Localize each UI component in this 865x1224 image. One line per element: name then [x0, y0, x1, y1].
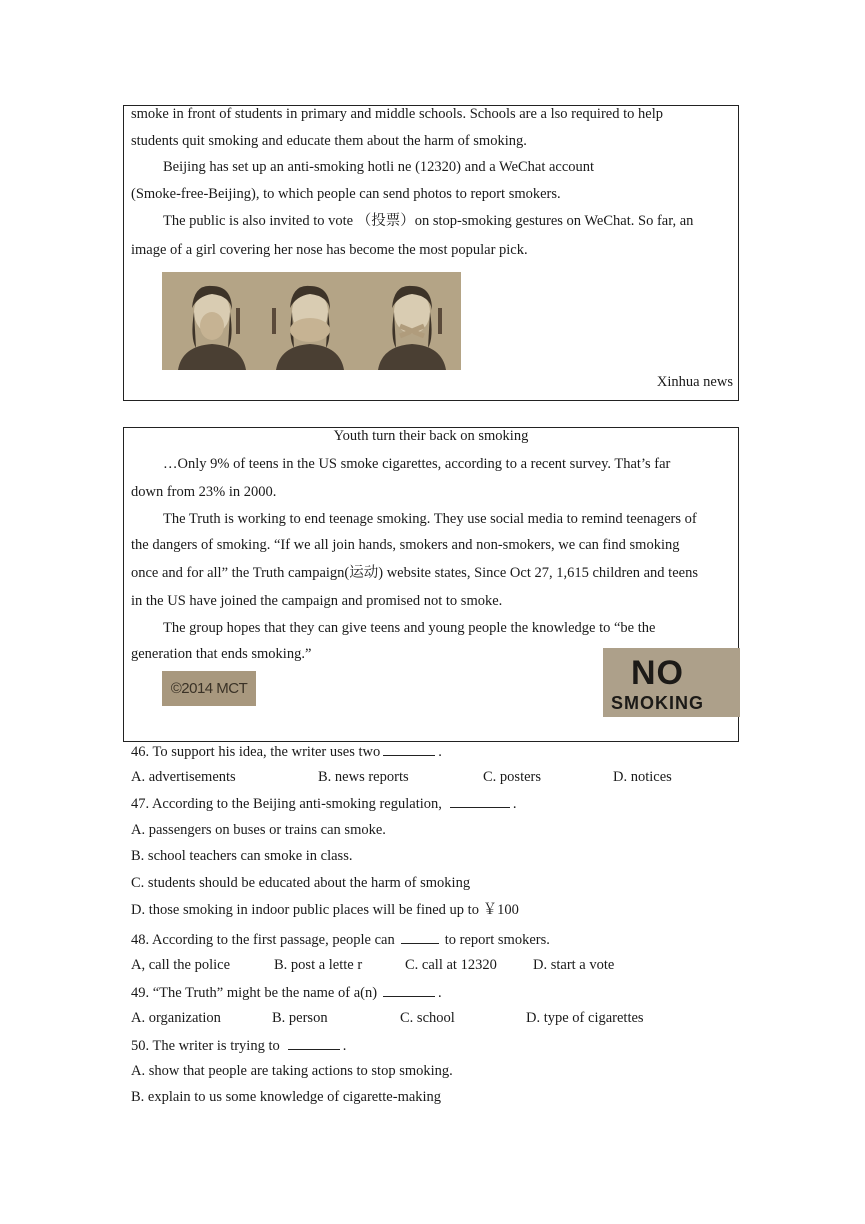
option: D. type of cigarettes: [526, 1010, 644, 1026]
question-50: [131, 1036, 346, 1055]
no-smoking-sign-no: NO: [631, 654, 684, 692]
option: A. show that people are taking actions to stop smoking.: [131, 1063, 453, 1079]
no-smoking-sign: [603, 648, 740, 717]
answer-blank: [383, 742, 435, 756]
answer-blank: [401, 930, 439, 944]
passage-2-title: Youth turn their back on smoking: [333, 428, 529, 444]
option: C. students should be educated about the harm of smoking: [131, 875, 471, 891]
option: C. call at 12320: [405, 957, 497, 973]
copyright-image: ©2014 MCT: [162, 671, 256, 706]
question-stem: 50. The writer is trying to: [131, 1038, 280, 1054]
question-49: [131, 983, 442, 1002]
question-stem: 47. According to the Beijing anti-smoking regulation,: [131, 796, 442, 812]
question-end: .: [438, 985, 442, 1001]
passage-2-line: in the US have joined the campaign and promised not to smoke.: [131, 593, 503, 609]
passage-2-line: The Truth is working to end teenage smoking. They use social media to remind teenagers of: [163, 511, 697, 527]
option: A. passengers on buses or trains can smoke.: [131, 822, 386, 838]
passage-1-line: image of a girl covering her nose has become the most popular pick.: [131, 242, 528, 258]
passage-1-line: smoke in front of students in primary and middle schools. Schools are a lso required to help: [131, 106, 663, 122]
option: A. advertisements: [131, 769, 236, 785]
option: C. posters: [483, 769, 541, 785]
passage-2-line: The group hopes that they can give teens and young people the knowledge to “be the: [163, 620, 656, 636]
passage-2-line: generation that ends smoking.”: [131, 646, 312, 662]
passage-2-line: …Only 9% of teens in the US smoke cigarettes, according to a recent survey. That’s far: [163, 456, 671, 472]
question-end: .: [342, 1038, 347, 1054]
question-48: [131, 930, 550, 949]
option: B. explain to us some knowledge of cigarette-making: [131, 1089, 442, 1105]
passage-1-line: Beijing has set up an anti-smoking hotli ne (12320) and a WeChat account: [163, 159, 595, 175]
option: A. organization: [131, 1010, 221, 1026]
passage-1-line: students quit smoking and educate them about the harm of smoking.: [131, 133, 527, 149]
option: D. notices: [613, 769, 672, 785]
passage-1-line: (Smoke-free-Beijing), to which people can send photos to report smokers.: [131, 186, 561, 202]
no-smoking-sign-smoking: SMOKING: [611, 693, 705, 713]
option: C. school: [400, 1010, 455, 1026]
option: B. school teachers can smoke in class.: [131, 848, 353, 864]
passage-2-line: the dangers of smoking. “If we all join hands, smokers and non-smokers, we can find smoking: [131, 537, 680, 553]
option: D. start a vote: [533, 957, 615, 973]
question-stem: 49. “The Truth” might be the name of a(n): [131, 985, 378, 1001]
answer-blank: [450, 794, 510, 808]
answer-blank: [383, 983, 435, 997]
question-end: .: [512, 796, 517, 812]
passage-2-line: once and for all” the Truth campaign(运动) website states, Since Oct 27, 1,615 children and teens: [131, 565, 698, 581]
girl-covering-mouth-figure: [270, 278, 350, 370]
source-credit: Xinhua news: [656, 374, 733, 390]
passage-1-line: The public is also invited to vote （投票）on stop-smoking gestures on WeChat. So far, an: [163, 213, 694, 229]
option: B. person: [272, 1010, 328, 1026]
girl-crossed-fingers-figure: [374, 278, 454, 370]
option: A, call the police: [131, 957, 231, 973]
question-46: [131, 742, 442, 761]
question-end: to report smokers.: [444, 932, 550, 948]
answer-blank: [288, 1036, 340, 1050]
option: B. news reports: [318, 769, 409, 785]
question-stem: 46. To support his idea, the writer uses two: [131, 744, 381, 760]
question-end: .: [438, 744, 442, 760]
passage-2-line: down from 23% in 2000.: [131, 484, 277, 500]
option: D. those smoking in indoor public places will be fined up to ￥100: [131, 902, 519, 918]
girl-covering-nose-figure: [170, 278, 250, 370]
gesture-photo: [162, 272, 461, 370]
option: B. post a lette r: [274, 957, 363, 973]
question-stem: 48. According to the first passage, people can: [131, 932, 395, 948]
question-47: [131, 794, 517, 813]
